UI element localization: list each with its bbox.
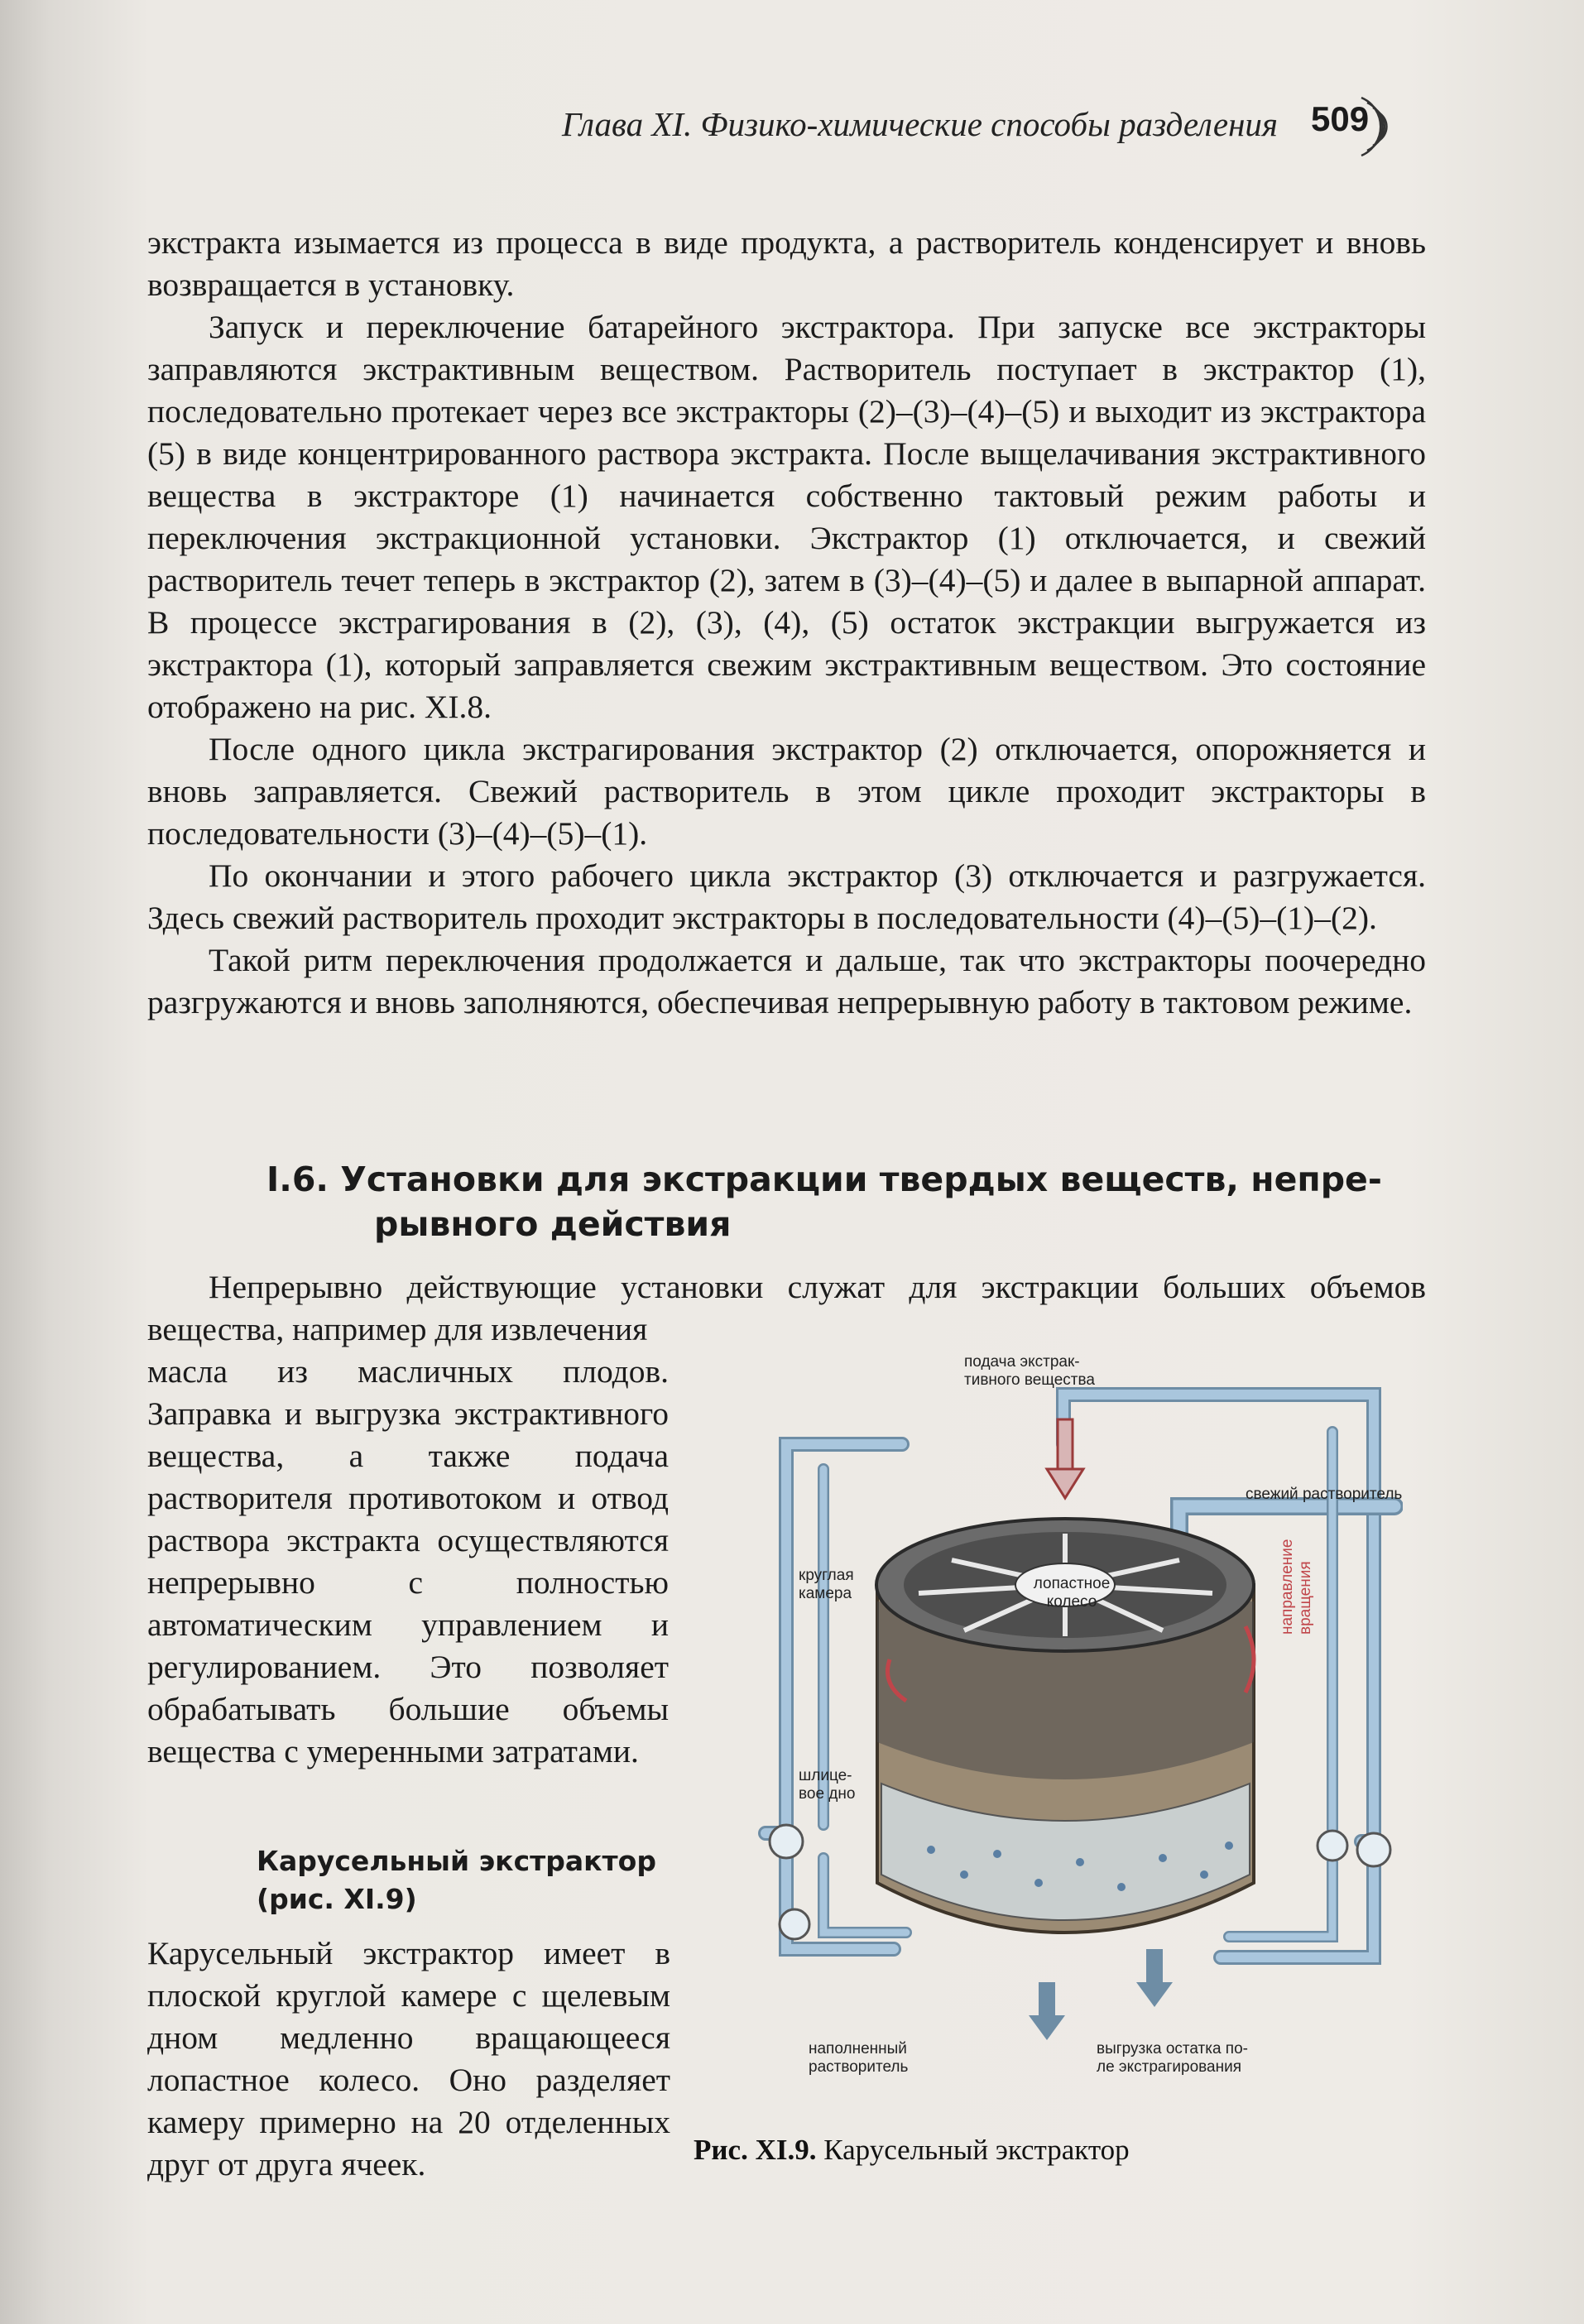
figure-caption xyxy=(694,2134,1130,2167)
continuous-intro: Непрерывно действующие установки служат для экстракции больших объемов вещества, например для извлечения xyxy=(147,1269,1426,1347)
main-text xyxy=(147,222,1426,1024)
paragraph-2: Запуск и переключение батарейного экстрактора. При запуске все экстракторы заправляются экстрактивным веществом. Растворитель поступает в экстрактор (1), последовательно протекает через все экстракторы (2)–(3)–(4)–(5) и выходит из экстрактора (5) в виде концентрированного раствора экстракта. После выщелачивания экстрактивного вещества в экстракторе (1) начинается собственно тактовый режим работы и переключения экстракционной установки. Экстрактор (1) отключается, и свежий растворитель течет теперь в экстрактор (2), затем в (3)–(4)–(5) и далее в выпарной аппарат. В процессе экстрагирования в (2), (3), (4), (5) остаток экстракции выгружается из экстрактора (1), который заправляется свежим экстрактивным веществом. Это состояние отображено на рис. XI.8. xyxy=(147,309,1426,725)
section-heading-line2: рывного действия xyxy=(374,1204,732,1244)
label-paddle-wheel: лопастное колесо xyxy=(1033,1575,1111,1611)
feed-arrow-icon xyxy=(1058,1419,1073,1469)
carousel-extractor-diagram xyxy=(716,1353,1403,2090)
section-heading xyxy=(266,1157,1400,1246)
label-round-chamber: круглая камера xyxy=(799,1567,854,1602)
caption-number: Рис. XI.9. xyxy=(694,2134,817,2166)
pump-bottom-left-icon xyxy=(780,1909,809,1939)
pump-right-icon xyxy=(1357,1833,1390,1866)
page-number-swirl-icon xyxy=(1357,89,1407,164)
page-number: 509 xyxy=(1311,99,1370,138)
continuous-description: масла из масличных плодов. Заправка и выгрузка экстрактивного вещества, а также подача растворителя противотоком и отвод раствора экстракта осуществляются непрерывно с полностью автоматическим управлением и регулированием. Это позволяет обрабатывать большие объемы вещества с умеренными затратами. xyxy=(147,1353,669,1769)
section-heading-line1: I.6. Установки для экстракции твердых веществ, непре- xyxy=(266,1160,1382,1199)
subsection-heading-line1: Карусельный экстрактор xyxy=(257,1845,656,1877)
caption-text: Карусельный экстрактор xyxy=(823,2134,1130,2166)
paragraph-4: По окончании и этого рабочего цикла экстрактор (3) отключается и разгружается. Здесь свежий растворитель проходит экстракторы в последовательности (4)–(5)–(1)–(2). xyxy=(147,857,1426,936)
paragraph-3: После одного цикла экстрагирования экстрактор (2) отключается, опорожняется и вновь заправляется. Свежий растворитель в этом цикле проходит экстракторы в последовательности (3)–(4)–(5)–(1). xyxy=(147,731,1426,852)
pump-bottom-right-icon xyxy=(1318,1831,1347,1861)
label-feed: подача экстрак- тивного вещества xyxy=(964,1353,1095,1389)
label-filled-solvent: наполненный растворитель xyxy=(809,2040,909,2076)
label-discharge: выгрузка остатка по- ле экстрагирования xyxy=(1097,2040,1248,2076)
paragraph-5: Такой ритм переключения продолжается и дальше, так что экстракторы поочередно разгружаются и вновь заполняются, обеспечивая непрерывную работу в тактовом режиме. xyxy=(147,942,1426,1020)
label-rotation: направление вращения xyxy=(1279,1539,1314,1635)
subsection-heading-line2: (рис. XI.9) xyxy=(257,1883,417,1915)
label-slotted-bottom: шлице- вое дно xyxy=(799,1767,856,1803)
paragraph-1: экстракта изымается из процесса в виде продукта, а растворитель конденсирует и вновь возвращается в установку. xyxy=(147,224,1426,303)
figure-carousel-extractor xyxy=(716,1353,1403,2090)
running-header xyxy=(0,89,1584,164)
subsection-heading xyxy=(257,1842,656,1918)
carousel-description: Карусельный экстрактор имеет в плоской круглой камере с щелевым дном медленно вращающееся лопастное колесо. Оно разделяет камеру примерно на 20 отделенных друг от друга ячеек. xyxy=(147,1935,670,2182)
pump-left-icon xyxy=(770,1825,803,1858)
chapter-title: Глава XI. Физико-химические способы разделения xyxy=(562,105,1278,143)
discharge-arrow-icon xyxy=(1029,1982,1065,2040)
label-fresh-solvent: свежий растворитель xyxy=(1246,1486,1403,1503)
